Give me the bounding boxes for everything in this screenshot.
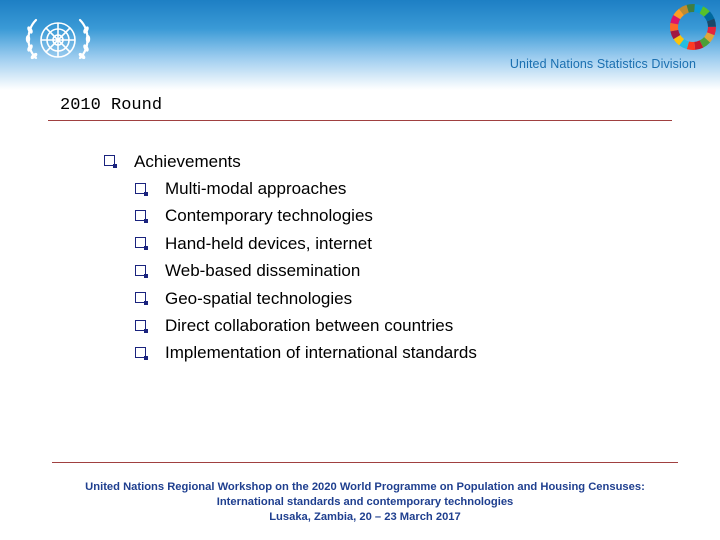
list-item [135, 175, 477, 202]
list-item-text: Direct collaboration between countries [165, 316, 454, 336]
list-item-text: Hand-held devices, internet [165, 233, 372, 253]
footer-subtitle: International standards and contemporary technologies [216, 496, 514, 508]
list-item [135, 203, 477, 230]
un-emblem-icon [20, 8, 96, 74]
checkbox-bullet-icon [104, 155, 115, 166]
sdg-wheel-icon [668, 2, 718, 52]
list-item-text: Multi-modal approaches [165, 179, 347, 199]
checkbox-bullet-icon [135, 265, 146, 276]
title-divider [48, 120, 672, 121]
division-name: United Nations Statistics Division [509, 57, 696, 71]
footer-divider [52, 462, 678, 463]
list-item [104, 148, 477, 175]
footer-location-date: Lusaka, Zambia, 20 – 23 March 2017 [269, 511, 461, 523]
list-item-text: Web-based dissemination [165, 261, 361, 281]
footer-event-title: United Nations Regional Workshop on the 2020 World Programme on Population and Housing Censuses: [85, 481, 645, 493]
list-item [135, 340, 477, 367]
checkbox-bullet-icon [135, 237, 146, 248]
checkbox-bullet-icon [135, 292, 146, 303]
footer [0, 480, 720, 525]
list-item-text: Contemporary technologies [165, 206, 373, 226]
list-item [135, 312, 477, 339]
checkbox-bullet-icon [135, 347, 146, 358]
header-fade [0, 82, 720, 90]
checkbox-bullet-icon [135, 210, 146, 221]
checkbox-bullet-icon [135, 320, 146, 331]
list-item-text: Achievements [134, 151, 241, 171]
slide-title: 2010 Round [60, 96, 163, 115]
list-item-text: Implementation of international standards [165, 343, 477, 363]
list-item [135, 230, 477, 257]
list-item-text: Geo-spatial technologies [165, 288, 353, 308]
list-item [135, 258, 477, 285]
list-item [135, 285, 477, 312]
bullet-list [104, 148, 477, 367]
checkbox-bullet-icon [135, 183, 146, 194]
